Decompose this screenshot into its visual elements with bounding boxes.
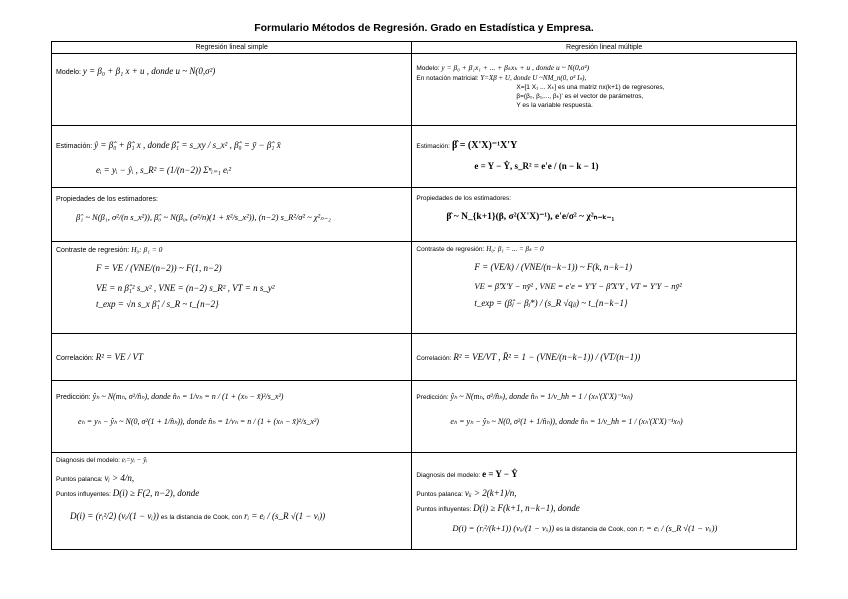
left-contraste-t: t_exp = √n s_x β̂₁ / s_R ~ t_{n−2}	[96, 299, 219, 310]
right-diag-label: Diagnosis del modelo:	[416, 472, 481, 480]
left-diag-formula: eᵢ=yᵢ − ŷᵢ	[121, 456, 148, 465]
right-propiedades-cell	[412, 188, 797, 242]
right-contraste-h: H₀: β₁ = ... = βₖ = 0	[486, 245, 544, 254]
right-modelo-label: Modelo:	[416, 65, 440, 73]
left-pred-f2: eₕ = yₕ − ŷₕ ~ N(0, σ²(1 + 1/n̂ₕ)), donde n̂ₕ = 1/vₕ = n / (1 + (xₕ − x̄)²/s_x²)	[78, 417, 319, 427]
left-contraste-label: Contraste de regresión:	[56, 247, 130, 255]
right-cook-text: es la distancia de Cook, con	[556, 525, 638, 533]
left-prop-formula: β̂₁ ~ N(β₁, σ²/(n s_x²)), β̂₀ ~ N(β₀, (σ²/n)(1 + x̄²/s_x²)), (n−2) s_R²/σ² ~ χ²ₙ₋₂	[76, 211, 331, 222]
left-prediccion-cell	[52, 381, 412, 453]
right-pred-f1: ŷₕ ~ N(mₕ, σ²/n̂ₕ), donde n̂ₕ = 1/v_hh = 1 / (xₕ'(X'X)⁻¹xₕ)	[450, 392, 633, 402]
row-prediccion	[52, 381, 797, 453]
row-modelo	[52, 54, 797, 126]
left-diagnosis-cell	[52, 453, 412, 550]
left-modelo-label: Modelo:	[56, 69, 81, 77]
left-influ-formula: D(i) ≥ F(2, n−2), donde	[112, 487, 200, 498]
right-matricial-label: En notación matricial:	[416, 75, 479, 83]
right-prop-formula: β̂ ~ N_{k+1}(β, σ²(X'X)⁻¹), e'e/σ² ~ χ²ₙ₋ₖ₋₁	[446, 212, 615, 223]
right-contraste-f: F = (VE/k) / (VNE/(n−k−1)) ~ F(k, n−k−1)	[474, 262, 633, 273]
left-palanca-label: Puntos palanca:	[56, 476, 103, 484]
left-contraste-ve: VE = n β̂₁² s_x² , VNE = (n−2) s_R² , VT = n s_y²	[96, 283, 275, 294]
left-pred-label: Predicción:	[56, 394, 91, 402]
right-cook-formula: D(i) = (rᵢ²/(k+1)) (vᵢᵢ/(1 − vᵢᵢ))	[452, 522, 555, 533]
left-contraste-f: F = VE / (VNE/(n−2)) ~ F(1, n−2)	[96, 262, 222, 273]
right-modelo-formula: y = β₀ + β₁x₁ + ... + βₖxₖ + u , donde u ~ N(0,σ²)	[441, 63, 590, 73]
left-cook-r: rᵢ = eᵢ / (s_R √(1 − vᵢ))	[244, 510, 326, 521]
left-palanca-formula: vᵢ > 4/n,	[104, 473, 135, 484]
left-cook-formula: D(i) = (rᵢ²/2) (vᵢ/(1 − vᵢ))	[70, 510, 159, 521]
right-matricial-4: Y es la variable respuesta.	[516, 101, 593, 109]
right-estim-formula: β̂ = (X'X)⁻¹X'Y	[451, 140, 518, 152]
left-pred-f1: ŷₕ ~ N(mₕ, σ²/n̂ₕ), donde n̂ₕ = 1/vₕ = n / (1 + (xₕ − x̄)²/s_x²)	[92, 392, 284, 402]
right-cook-r: rᵢ = eᵢ / (s_R √(1 − vᵢᵢ))	[639, 522, 718, 533]
row-contraste	[52, 242, 797, 334]
right-pred-f2: eₕ = yₕ − ŷₕ ~ N(0, σ²(1 + 1/n̂ₕ)), donde n̂ₕ = 1/v_hh = 1 / (xₕ'(X'X)⁻¹xₕ)	[450, 417, 683, 427]
right-matricial-3: β=(β₀, β₁,..., βₖ)' es el vector de parámetros,	[516, 92, 644, 100]
header-row	[52, 42, 797, 54]
right-influ-formula: D(i) ≥ F(k+1, n−k−1), donde	[473, 502, 580, 513]
right-corr-label: Correlación:	[416, 355, 452, 363]
left-corr-label: Correlación:	[56, 355, 94, 363]
row-estimacion	[52, 126, 797, 188]
left-estim-formula2: eᵢ = yᵢ − ŷᵢ , s_R² = (1/(n−2)) Σⁿᵢ₌₁ eᵢ²	[96, 164, 232, 175]
right-contraste-label: Contraste de regresión:	[416, 246, 485, 254]
right-estimacion-cell	[412, 126, 797, 188]
right-diag-formula: e = Y − Ŷ	[482, 469, 518, 480]
right-contraste-cell	[412, 242, 797, 334]
right-matricial-1: Y=Xβ + U, donde U ~NM_n(0, σ² Iₙ),	[480, 74, 587, 83]
left-estim-label: Estimación:	[56, 143, 93, 151]
left-corr-formula: R² = VE / VT	[95, 352, 143, 363]
left-propiedades-cell	[52, 188, 412, 242]
right-contraste-t: t_exp = (β̂ⱼ − βⱼ*) / (s_R √qⱼⱼ) ~ t_{n−k−1}	[474, 297, 628, 308]
right-matricial-2: X=[1 X₁ ... Xₖ] es una matriz nx(k+1) de regresores,	[516, 83, 665, 91]
row-propiedades	[52, 188, 797, 242]
right-prop-label: Propiedades de los estimadores:	[416, 195, 512, 203]
right-estim-label: Estimación:	[416, 143, 450, 151]
left-estim-hat: ŷ = β̂₀ + β̂₁ x , donde	[94, 140, 170, 151]
header-simple: Regresión lineal simple	[52, 42, 412, 54]
left-cook-text: es la distancia de Cook, con	[160, 513, 243, 521]
left-estimacion-cell	[52, 126, 412, 188]
left-modelo-formula: y = β₀ + β₁ x + u , donde u ~ N(0,σ²)	[82, 66, 216, 77]
right-correlacion-cell	[412, 334, 797, 381]
right-diagnosis-cell	[412, 453, 797, 550]
right-modelo-cell	[412, 54, 797, 126]
left-contraste-cell	[52, 242, 412, 334]
right-estim-formula2: e = Y − Ŷ, s_R² = e'e / (n − k − 1)	[474, 160, 599, 171]
left-prop-label: Propiedades de los estimadores:	[56, 196, 158, 204]
right-palanca-formula: vᵢᵢ > 2(k+1)/n,	[464, 488, 517, 499]
right-corr-formula: R² = VE/VT , R̄² = 1 − (VNE/(n−k−1)) / (VT/(n−1))	[453, 352, 641, 363]
left-modelo-cell	[52, 54, 412, 126]
right-influ-label: Puntos influyentes:	[416, 505, 472, 513]
header-multiple: Regresión lineal múltiple	[412, 42, 797, 54]
right-palanca-label: Puntos palanca:	[416, 491, 463, 499]
left-correlacion-cell	[52, 334, 412, 381]
formula-table	[51, 41, 797, 550]
row-correlacion	[52, 334, 797, 381]
left-influ-label: Puntos influyentes:	[56, 490, 111, 498]
right-contraste-ve: VE = β̂'X'Y − nȳ² , VNE = e'e = Y'Y − β̂'X'Y , VT = Y'Y − nȳ²	[474, 281, 682, 292]
left-estim-formula: β̂₁ = s_xy / s_x² , β̂₀ = ȳ − β̂₁ x̄	[171, 140, 281, 151]
page-title: Formulario Métodos de Regresión. Grado en Estadística y Empresa.	[254, 22, 594, 34]
right-prediccion-cell	[412, 381, 797, 453]
row-diagnosis	[52, 453, 797, 550]
left-contraste-h: H₀: β₁ = 0	[131, 245, 163, 255]
left-diag-label: Diagnosis del modelo:	[56, 457, 120, 465]
right-pred-label: Predicción:	[416, 394, 449, 402]
